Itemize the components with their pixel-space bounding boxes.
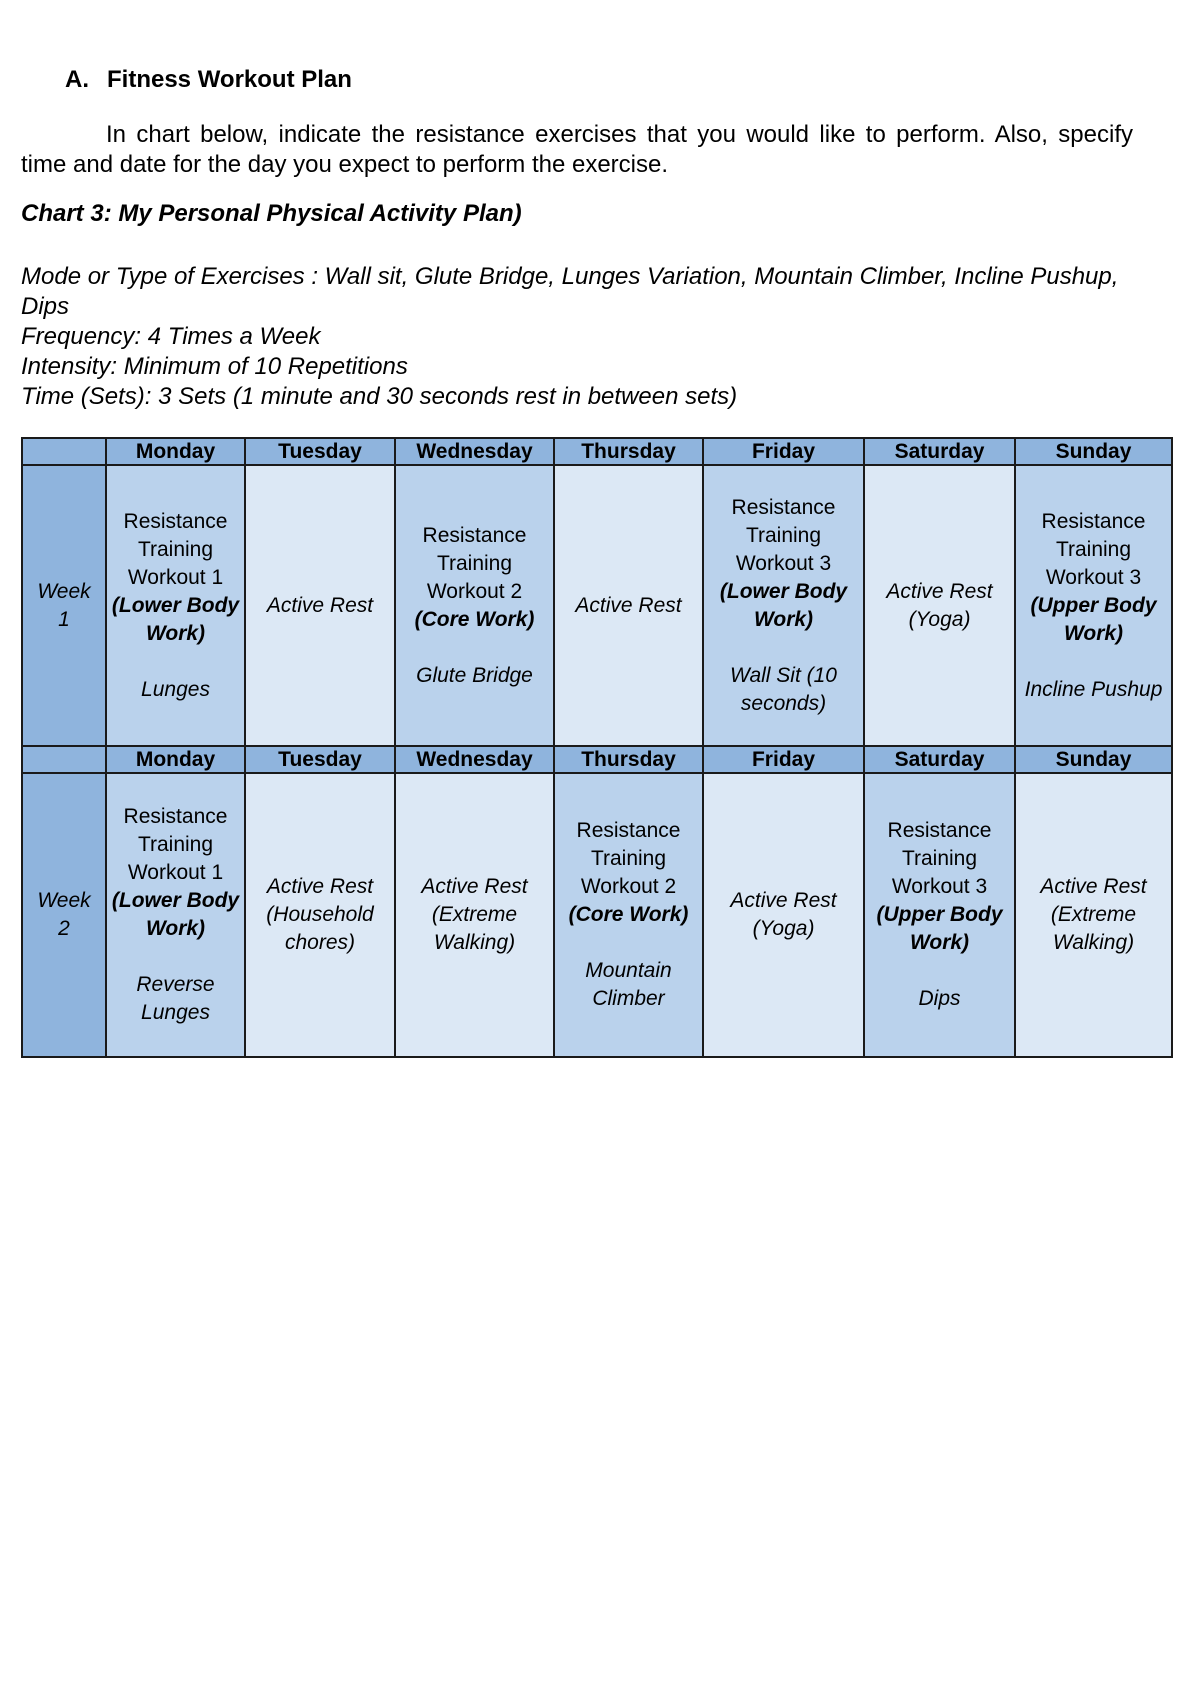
plan-cell-tuesday: [245, 465, 395, 746]
section-title: Fitness Workout Plan: [107, 66, 352, 93]
week-label-word: Week: [37, 579, 91, 603]
workout-title-line: Resistance: [123, 805, 228, 828]
day-header-tuesday: Tuesday: [245, 746, 395, 773]
workout-title-line: Training: [1055, 537, 1132, 561]
spacer: [559, 929, 698, 957]
workout-focus: (Core Work): [414, 607, 535, 631]
plan-cell-sunday: [1015, 465, 1172, 746]
workout-title-line: Training: [137, 833, 214, 856]
exercise-name: Incline Pushup: [1024, 677, 1163, 701]
workout-title-line: Training: [436, 551, 513, 575]
day-header-saturday: Saturday: [864, 438, 1015, 465]
day-header-saturday: Saturday: [864, 746, 1015, 773]
day-header-row: [22, 746, 1172, 773]
section-heading: [65, 66, 352, 94]
rest-label: Active Rest: [266, 593, 374, 617]
plan-cell-thursday: [554, 773, 703, 1057]
workout-title-line: Workout 1: [127, 861, 224, 884]
exercise-name: Glute Bridge: [416, 663, 533, 687]
workout-focus: (Core Work): [568, 903, 689, 926]
week-label: [22, 465, 106, 746]
week-row: [22, 465, 1172, 746]
workout-focus: (Upper Body Work): [876, 903, 1003, 954]
exercise-name: Dips: [918, 987, 961, 1010]
plan-cell-monday: [106, 773, 245, 1057]
time-line: Time (Sets): 3 Sets (1 minute and 30 seconds rest in between sets): [21, 383, 738, 410]
exercise-name: Reverse Lunges: [136, 973, 215, 1024]
plan-cell-saturday: [864, 773, 1015, 1057]
plan-cell-wednesday: [395, 465, 554, 746]
plan-cell-tuesday: [245, 773, 395, 1057]
day-header-friday: Friday: [703, 746, 864, 773]
day-header-monday: Monday: [106, 746, 245, 773]
week-label-number: 1: [58, 607, 70, 631]
rest-label: Active Rest (Household chores): [266, 875, 374, 954]
workout-title-line: Workout 3: [1045, 565, 1142, 589]
spacer: [111, 648, 240, 676]
section-number: A.: [65, 66, 89, 93]
workout-title-line: Training: [901, 847, 978, 870]
workout-title-line: Resistance: [123, 509, 228, 533]
workout-focus: (Upper Body Work): [1030, 593, 1157, 645]
plan-cell-friday: [703, 465, 864, 746]
intro-paragraph: In chart below, indicate the resistance exercises that you would like to perform. Also, specify time and date for the day you expect to perform the exercise.: [21, 121, 1133, 178]
exercise-parameters: [21, 262, 1161, 412]
day-header-thursday: Thursday: [554, 746, 703, 773]
plan-cell-monday: [106, 465, 245, 746]
plan-cell-sunday: [1015, 773, 1172, 1057]
chart-title: Chart 3: My Personal Physical Activity Plan): [21, 200, 522, 227]
workout-title-line: Training: [590, 847, 667, 870]
intensity-line: Intensity: Minimum of 10 Repetitions: [21, 353, 408, 380]
spacer: [400, 634, 549, 662]
week-row: [22, 773, 1172, 1057]
day-header-tuesday: Tuesday: [245, 438, 395, 465]
workout-title-line: Workout 1: [127, 565, 224, 589]
plan-cell-thursday: [554, 465, 703, 746]
day-header-row: [22, 438, 1172, 465]
day-header-monday: Monday: [106, 438, 245, 465]
day-header-wednesday: Wednesday: [395, 438, 554, 465]
header-corner: [22, 746, 106, 773]
spacer: [708, 634, 859, 662]
week-label-word: Week: [37, 889, 91, 912]
workout-title-line: Workout 3: [735, 551, 832, 575]
workout-title-line: Training: [137, 537, 214, 561]
rest-label: Active Rest (Extreme Walking): [421, 875, 528, 954]
workout-title-line: Workout 2: [426, 579, 523, 603]
exercise-name: Lunges: [141, 677, 210, 701]
rest-label: Active Rest (Extreme Walking): [1040, 875, 1147, 954]
workout-focus: (Lower Body Work): [111, 889, 240, 940]
exercise-name: Wall Sit (10 seconds): [730, 663, 837, 715]
day-header-sunday: Sunday: [1015, 746, 1172, 773]
workout-focus: (Lower Body Work): [111, 593, 240, 645]
day-header-friday: Friday: [703, 438, 864, 465]
header-corner: [22, 438, 106, 465]
day-header-sunday: Sunday: [1015, 438, 1172, 465]
plan-cell-saturday: [864, 465, 1015, 746]
workout-title-line: Resistance: [887, 819, 992, 842]
plan-cell-wednesday: [395, 773, 554, 1057]
exercise-name: Mountain Climber: [585, 959, 672, 1010]
mode-line: Mode or Type of Exercises : Wall sit, Glute Bridge, Lunges Variation, Mountain Climber, Incline Pushup, Dips: [21, 263, 1119, 320]
rest-label: Active Rest (Yoga): [886, 579, 993, 631]
workout-title-line: Training: [745, 523, 822, 547]
rest-label: Active Rest (Yoga): [730, 889, 837, 940]
spacer: [111, 943, 240, 971]
workout-title-line: Workout 2: [580, 875, 677, 898]
workout-title-line: Resistance: [731, 495, 836, 519]
frequency-line: Frequency: 4 Times a Week: [21, 323, 321, 350]
plan-cell-friday: [703, 773, 864, 1057]
workout-focus: (Lower Body Work): [719, 579, 848, 631]
workout-title-line: Workout 3: [891, 875, 988, 898]
rest-label: Active Rest: [575, 593, 682, 617]
activity-plan-table: [21, 437, 1173, 1058]
day-header-wednesday: Wednesday: [395, 746, 554, 773]
week-label: [22, 773, 106, 1057]
workout-title-line: Resistance: [1041, 509, 1146, 533]
workout-title-line: Resistance: [422, 523, 527, 547]
week-label-number: 2: [58, 917, 70, 940]
spacer: [869, 957, 1010, 985]
spacer: [1020, 648, 1167, 676]
day-header-thursday: Thursday: [554, 438, 703, 465]
workout-title-line: Resistance: [576, 819, 681, 842]
